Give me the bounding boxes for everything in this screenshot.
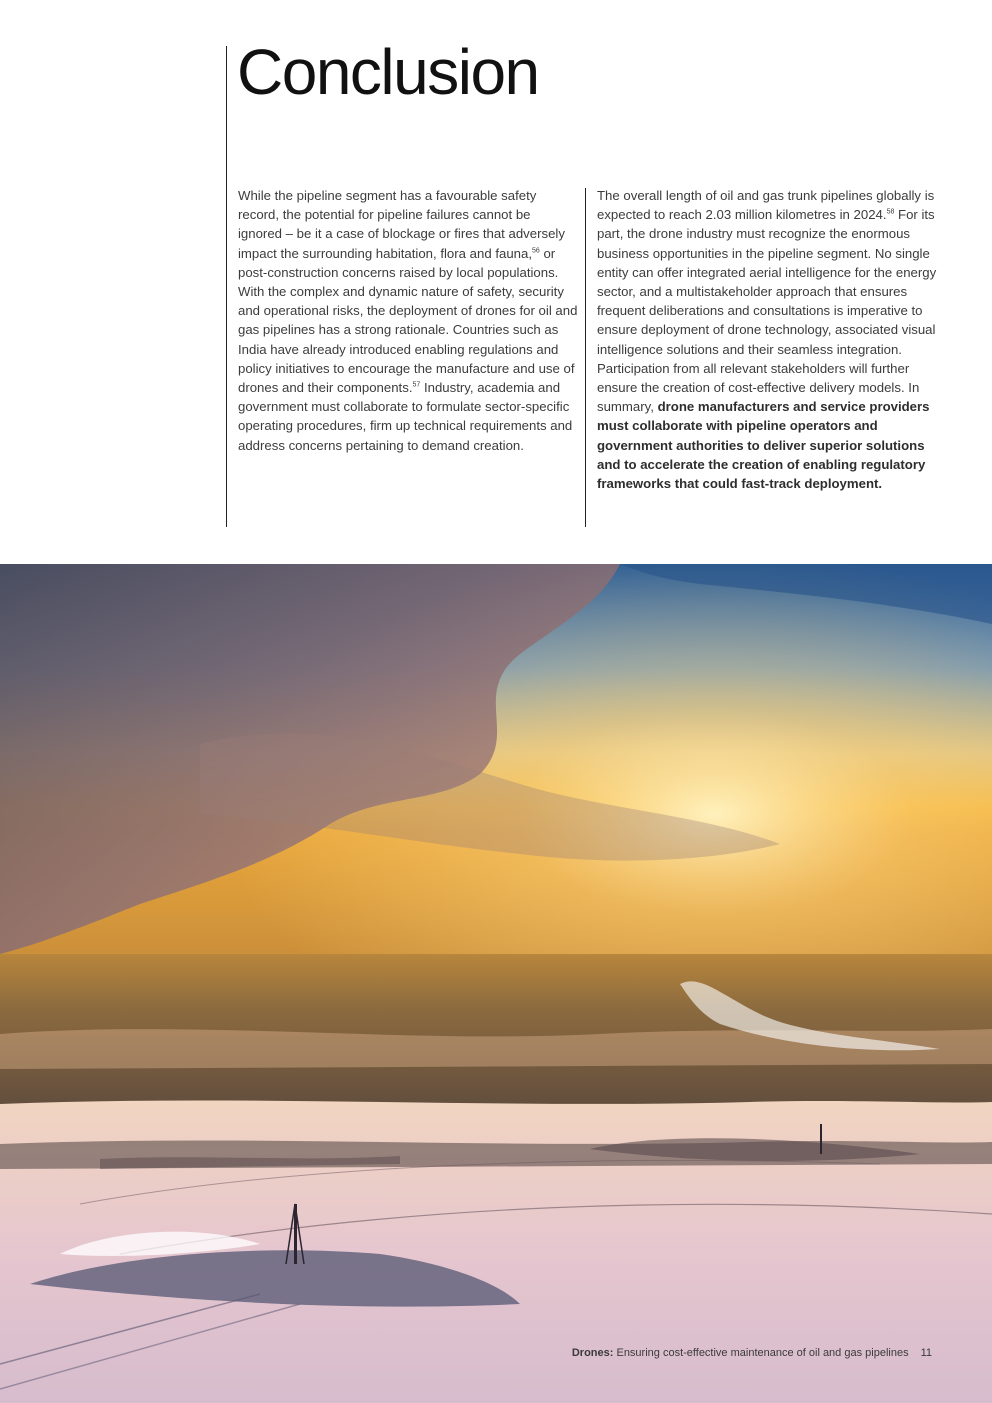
page-number: 11: [920, 1347, 932, 1359]
paragraph-left: [238, 186, 578, 455]
footnote-ref-56[interactable]: 56: [531, 247, 540, 255]
paragraph-left-part-1: While the pipeline segment has a favourable safety record, the potential for pipeline failures cannot be ignored – be it a case of blockage or fires that adversely impact the surrounding habitation, flora and fauna,: [238, 188, 565, 261]
left-vertical-rule: [226, 46, 227, 527]
paragraph-left-part-3: Industry, academia and government must collaborate to formulate sector-specific operating procedures, firm up technical requirements and address concerns pertaining to demand creation.: [238, 380, 573, 453]
column-divider-rule: [585, 188, 586, 527]
text-column-right: [597, 186, 937, 493]
footnote-ref-57[interactable]: 57: [412, 381, 421, 389]
paragraph-right-bold-summary: drone manufacturers and service providers must collaborate with pipeline operators and government authorities to deliver superior solutions and to accelerate the creation of enabling regulatory frameworks that could fast-track deployment.: [597, 399, 930, 492]
footer-brand: Drones:: [571, 1347, 614, 1359]
page-footer: [572, 1347, 932, 1359]
paragraph-right-part-2: For its part, the drone industry must recognize the enormous business opportunities in the pipeline segment. No single entity can offer integrated aerial intelligence for the energy sector, and a multistakeholder approach that ensures frequent deliberations and consultations is imperative to ensure deployment of drone technology, associated visual intelligence solutions and their seamless integration. Participation from all relevant stakeholders will further ensure the creation of cost-effective delivery models. In summary,: [597, 207, 937, 415]
text-column-left: [238, 186, 578, 455]
aerial-oilfield-photo: [0, 564, 992, 1403]
paragraph-right-part-1: The overall length of oil and gas trunk pipelines globally is expected to reach 2.03 million kilometres in 2024.: [597, 188, 935, 223]
page-title: Conclusion: [237, 36, 539, 108]
footer-subtitle: Ensuring cost-effective maintenance of oil and gas pipelines: [613, 1347, 909, 1359]
paragraph-left-part-2: or post-construction concerns raised by local populations. With the complex and dynamic nature of safety, security and operational risks, the deployment of drones for oil and gas pipelines has a strong rationale. Countries such as India have already introduced enabling regulations and policy initiatives to encourage the manufacture and use of drones and their components.: [238, 245, 578, 396]
footnote-ref-58[interactable]: 58: [886, 208, 895, 216]
paragraph-right: [597, 186, 937, 493]
